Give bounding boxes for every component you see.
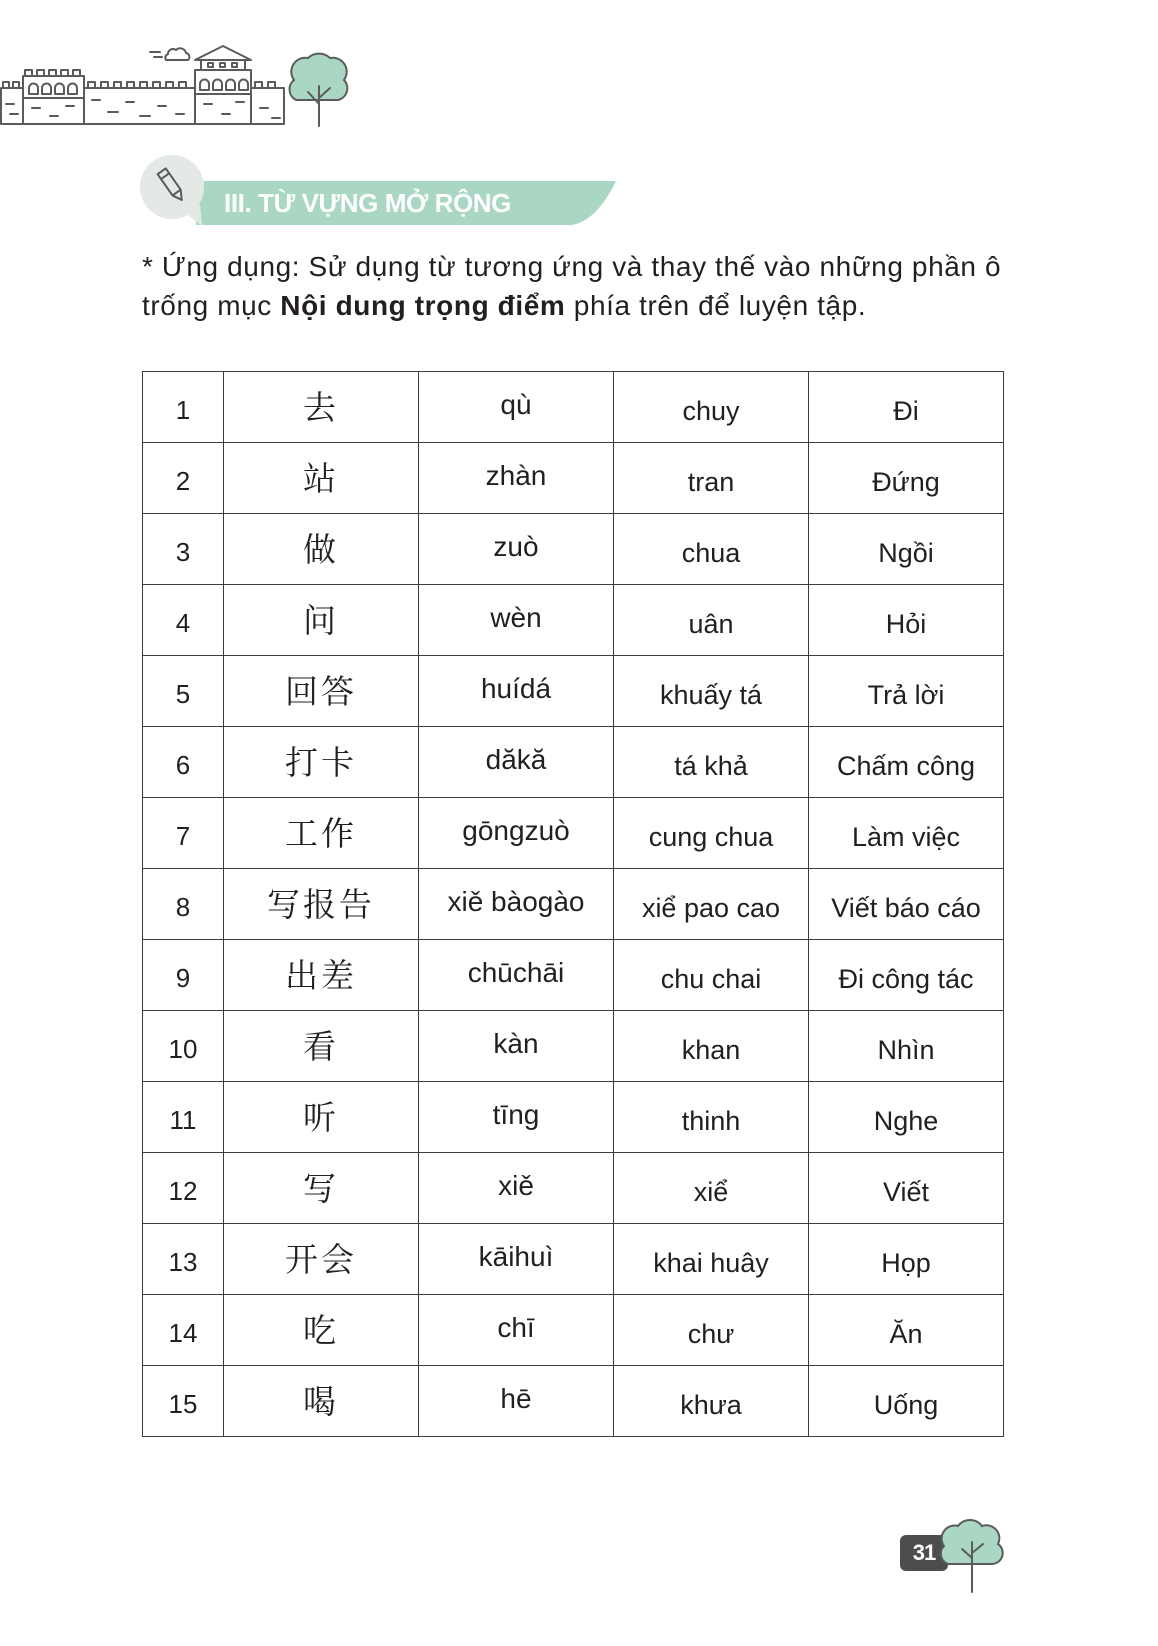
table-row [143,585,1004,656]
meaning-cell: Đi [809,372,1004,443]
section-title: III. TỪ VỰNG MỞ RỘNG [224,188,511,218]
pinyin-cell: xiě [419,1153,614,1224]
phonetic-cell: tá khả [614,727,809,798]
meaning-cell: Chấm công [809,727,1004,798]
hanzi-cell: 问 [224,585,419,656]
table-row [143,940,1004,1011]
tree-icon [930,1512,1010,1596]
intro-paragraph [142,247,1012,325]
meaning-cell: Ăn [809,1295,1004,1366]
row-number: 11 [143,1082,224,1153]
row-number: 13 [143,1224,224,1295]
pinyin-cell: kāihuì [419,1224,614,1295]
row-number: 5 [143,656,224,727]
pinyin-cell: chūchāi [419,940,614,1011]
phonetic-cell: khuấy tá [614,656,809,727]
pinyin-cell: gōngzuò [419,798,614,869]
meaning-cell: Trả lời [809,656,1004,727]
phonetic-cell: chu chai [614,940,809,1011]
table-row [143,1295,1004,1366]
phonetic-cell: chuy [614,372,809,443]
pinyin-cell: wèn [419,585,614,656]
hanzi-cell: 写 [224,1153,419,1224]
cloud-shape [150,48,189,60]
hanzi-cell: 回答 [224,656,419,727]
phonetic-cell: chư [614,1295,809,1366]
row-number: 4 [143,585,224,656]
phonetic-cell: chua [614,514,809,585]
row-number: 1 [143,372,224,443]
meaning-cell: Họp [809,1224,1004,1295]
table-row [143,1153,1004,1224]
meaning-cell: Đi công tác [809,940,1004,1011]
pinyin-cell: zuò [419,514,614,585]
phonetic-cell: uân [614,585,809,656]
row-number: 14 [143,1295,224,1366]
hanzi-cell: 听 [224,1082,419,1153]
tree-icon [290,54,348,126]
row-number: 3 [143,514,224,585]
phonetic-cell: thinh [614,1082,809,1153]
table-row [143,727,1004,798]
vocabulary-table [142,371,1004,1437]
meaning-cell: Đứng [809,443,1004,514]
hanzi-cell: 出差 [224,940,419,1011]
hanzi-cell: 吃 [224,1295,419,1366]
hanzi-cell: 开会 [224,1224,419,1295]
table-row [143,656,1004,727]
pinyin-cell: tīng [419,1082,614,1153]
tower-windows [29,63,248,94]
pinyin-cell: kàn [419,1011,614,1082]
great-wall-icon [1,46,284,124]
table-row [143,1082,1004,1153]
intro-bold-term: Nội dung trọng điểm [280,290,566,321]
intro-line-1: * Ứng dụng: Sử dụng từ tương ứng và thay thế vào những phần ô [142,251,1002,282]
hanzi-cell: 工作 [224,798,419,869]
cloud-icon [150,48,189,60]
hanzi-cell: 做 [224,514,419,585]
table-row [143,443,1004,514]
pinyin-cell: qù [419,372,614,443]
row-number: 6 [143,727,224,798]
table-row [143,869,1004,940]
table-row [143,1366,1004,1437]
hanzi-cell: 站 [224,443,419,514]
hanzi-cell: 看 [224,1011,419,1082]
meaning-cell: Nhìn [809,1011,1004,1082]
meaning-cell: Uống [809,1366,1004,1437]
hanzi-cell: 打卡 [224,727,419,798]
table-row [143,1011,1004,1082]
pinyin-cell: dăkă [419,727,614,798]
great-wall-decoration [0,0,360,135]
pinyin-cell: huídá [419,656,614,727]
row-number: 12 [143,1153,224,1224]
page-number: 31 [900,1535,948,1571]
table-row [143,1224,1004,1295]
phonetic-cell: khưa [614,1366,809,1437]
table-row [143,798,1004,869]
phonetic-cell: xiể [614,1153,809,1224]
meaning-cell: Viết [809,1153,1004,1224]
row-number: 2 [143,443,224,514]
pinyin-cell: zhàn [419,443,614,514]
intro-text: trống mục [142,290,281,321]
meaning-cell: Nghe [809,1082,1004,1153]
hanzi-cell: 去 [224,372,419,443]
phonetic-cell: xiể pao cao [614,869,809,940]
meaning-cell: Viết báo cáo [809,869,1004,940]
intro-text: phía trên để luyện tập. [565,290,867,321]
phonetic-cell: khan [614,1011,809,1082]
hanzi-cell: 写报告 [224,869,419,940]
meaning-cell: Làm việc [809,798,1004,869]
row-number: 9 [143,940,224,1011]
pinyin-cell: hē [419,1366,614,1437]
meaning-cell: Hỏi [809,585,1004,656]
wall-bricks [6,100,280,118]
phonetic-cell: tran [614,443,809,514]
row-number: 8 [143,869,224,940]
row-number: 15 [143,1366,224,1437]
pinyin-cell: xiě bàogào [419,869,614,940]
table-row [143,372,1004,443]
table-row [143,514,1004,585]
row-number: 10 [143,1011,224,1082]
pinyin-cell: chī [419,1295,614,1366]
phonetic-cell: khai huây [614,1224,809,1295]
intro-line-2 [142,286,1012,325]
meaning-cell: Ngồi [809,514,1004,585]
pencil-badge [136,150,216,234]
phonetic-cell: cung chua [614,798,809,869]
row-number: 7 [143,798,224,869]
hanzi-cell: 喝 [224,1366,419,1437]
